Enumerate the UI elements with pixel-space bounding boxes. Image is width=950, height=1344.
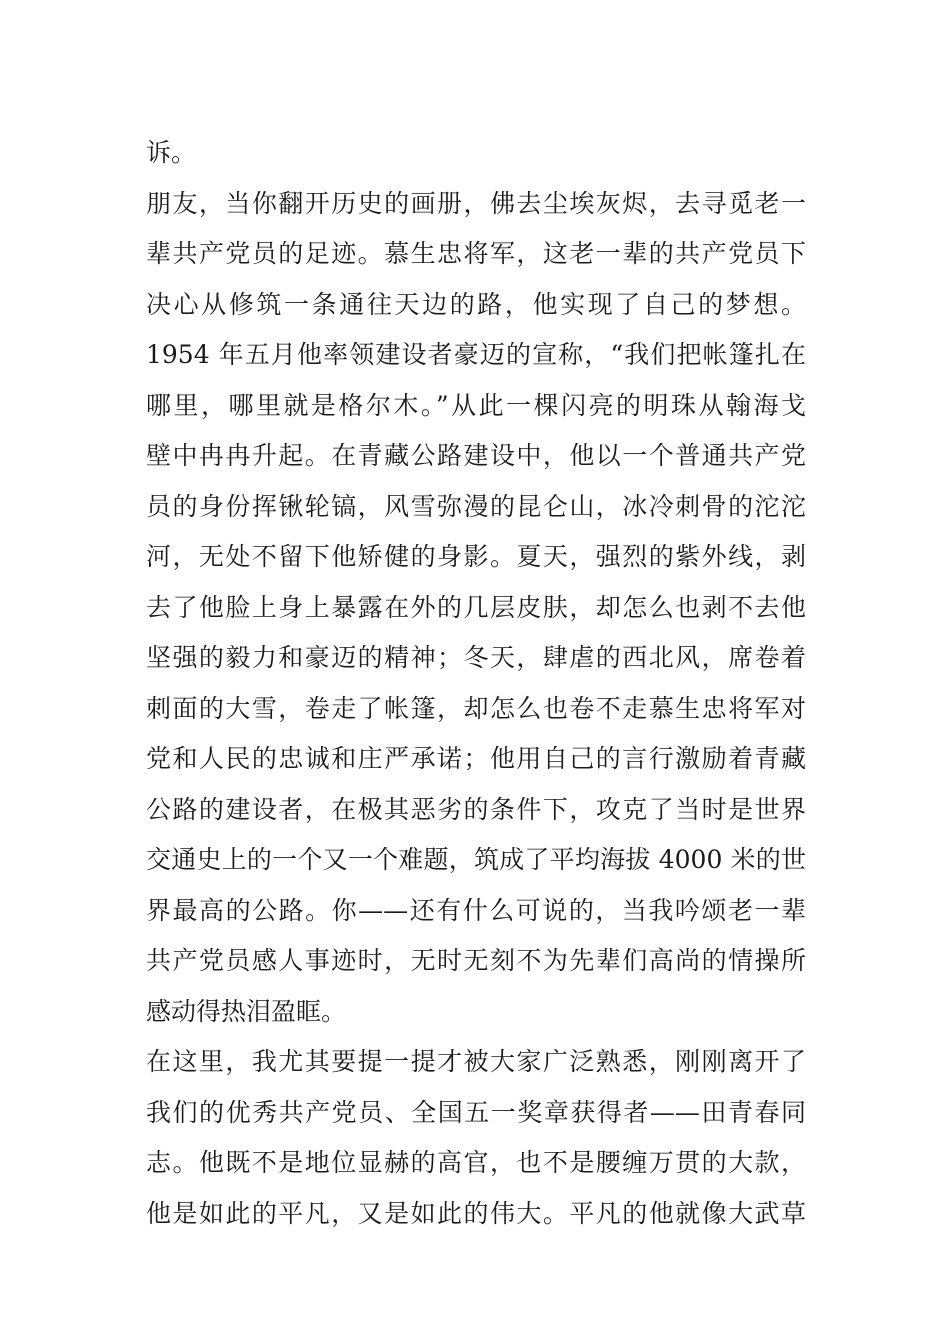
body-text — [146, 128, 806, 1239]
text-line: 共产党员感人事迹时，无时无刻不为先辈们高尚的情操所 — [146, 946, 806, 975]
text-line: 朋友，当你翻开历史的画册，佛去尘埃灰烬，去寻觅老一 — [146, 188, 806, 218]
text-line: 壁中冉冉升起。在青藏公路建设中，他以一个普通共产党 — [146, 441, 806, 470]
text-line: 我们的优秀共产党员、全国五一奖章获得者——田青春同 — [146, 1097, 806, 1127]
text-line: 志。他既不是地位显赫的高官，也不是腰缠万贯的大款， — [146, 1148, 806, 1177]
text-line: 哪里，哪里就是格尔木。”从此一棵闪亮的明珠从翰海戈 — [146, 390, 806, 420]
text-line: 感动得热泪盈眶。 — [146, 996, 347, 1026]
text-line: 他是如此的平凡，又是如此的伟大。平凡的他就像大武草 — [146, 1198, 806, 1228]
text-line: 辈共产党员的足迹。慕生忠将军，这老一辈的共产党员下 — [146, 239, 806, 268]
text-line: 在这里，我尤其要提一提才被大家广泛熟悉，刚刚离开了 — [146, 1047, 806, 1076]
text-line: 坚强的毅力和豪迈的精神；冬天，肆虐的西北风，席卷着 — [146, 643, 806, 672]
text-line: 公路的建设者，在极其恶劣的条件下，攻克了当时是世界 — [146, 794, 806, 824]
text-line: 界最高的公路。你——还有什么可说的，当我吟颂老一辈 — [146, 895, 806, 925]
text-line: 党和人民的忠诚和庄严承诺；他用自己的言行激励着青藏 — [146, 744, 806, 773]
text-line: 河，无处不留下他矫健的身影。夏天，强烈的紫外线，剥 — [146, 542, 806, 571]
text-line: 1954 年五月他率领建设者豪迈的宣称，“我们把帐篷扎在 — [146, 340, 806, 369]
text-line: 决心从修筑一条通往天边的路，他实现了自己的梦想。 — [146, 289, 806, 319]
text-line: 诉。 — [146, 138, 197, 167]
text-line: 交通史上的一个又一个难题，筑成了平均海拔 4000 米的世 — [146, 845, 806, 874]
text-line: 去了他脸上身上暴露在外的几层皮肤，却怎么也剥不去他 — [146, 592, 806, 622]
text-line: 刺面的大雪，卷走了帐篷，却怎么也卷不走慕生忠将军对 — [146, 693, 806, 723]
text-line: 员的身份挥锹轮镐，风雪弥漫的昆仑山，冰冷刺骨的沱沱 — [146, 491, 806, 521]
